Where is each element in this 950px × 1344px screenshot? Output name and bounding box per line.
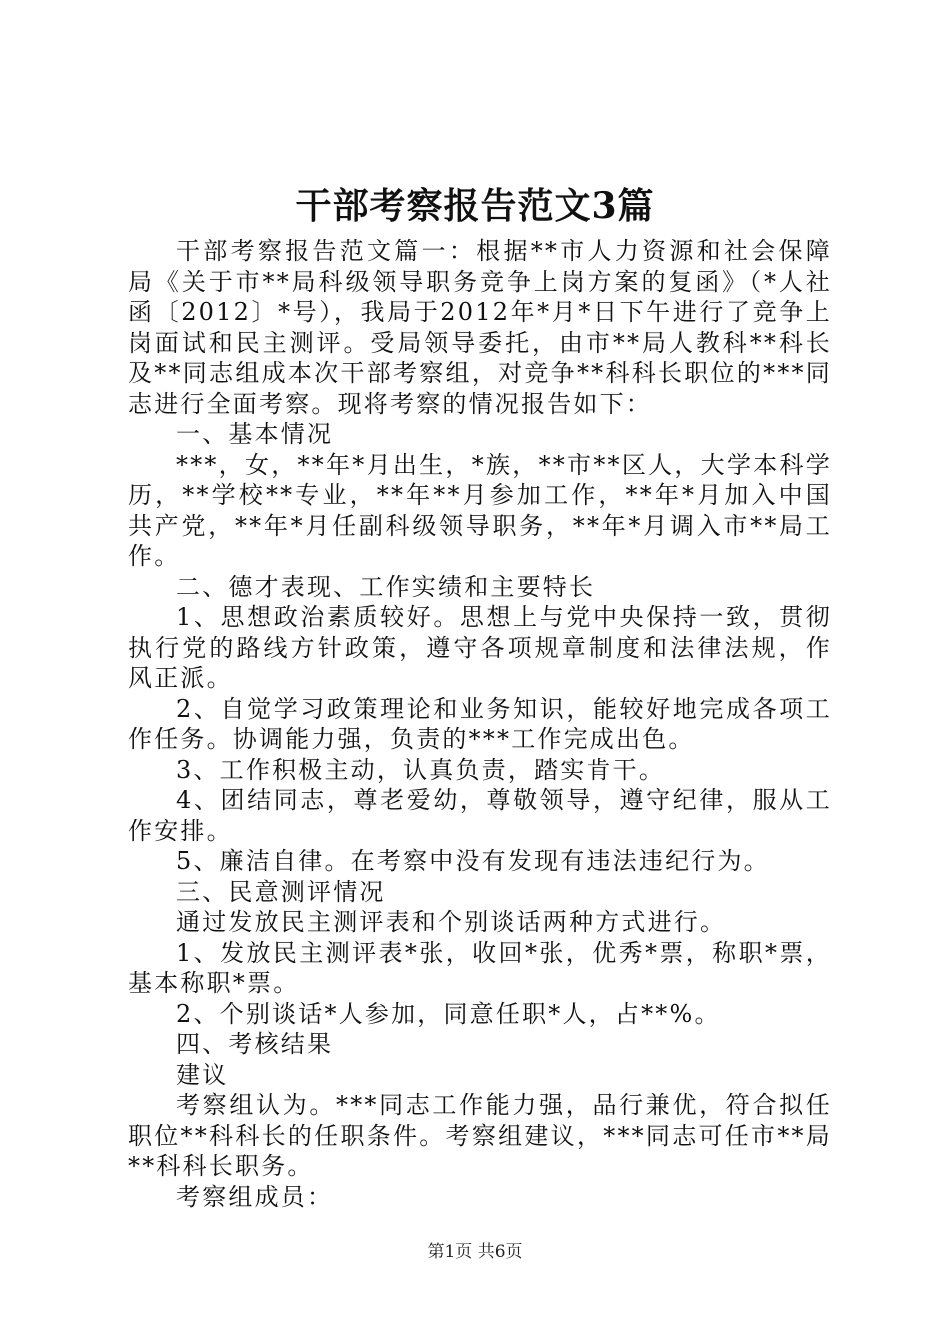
section-heading-performance: 二、德才表现、工作实绩和主要特长 — [176, 572, 596, 601]
page-number: 第1页 共6页 — [427, 1242, 523, 1262]
list-item-performance-1: 1、思想政治素质较好。思想上与党中央保持一致，贯彻执行党的路线方针政策，遵守各项规章制度和法律法规，作风正派。 — [128, 603, 832, 692]
paragraph-basic-info: ***，女，**年*月出生，*族，**市**区人，大学本科学历，**学校**专业，**年**月参加工作，**年*月加入中国共产党，**年*月任副科级领导职务，**年*月调入市**局工作。 — [128, 450, 832, 570]
section-heading-evaluation: 三、民意测评情况 — [176, 877, 386, 906]
document-body — [128, 236, 832, 1212]
list-item-performance-5: 5、廉洁自律。在考察中没有发现有违法违纪行为。 — [176, 847, 770, 875]
paragraph-intro: 干部考察报告范文篇一：根据**市人力资源和社会保障局《关于市**局科级领导职务竞争上岗方案的复函》（*人社函〔2012〕*号），我局于2012年*月*日下午进行了竞争上岗面试和民主测评。受局领导委托，由市**局人教科**科长及**同志组成本次干部考察组，对竞争**科科长职位的***同志进行全面考察。现将考察的情况报告如下： — [128, 237, 832, 418]
section-heading-result: 四、考核结果 — [176, 1030, 334, 1058]
list-item-evaluation-1: 1、发放民主测评表*张，收回*张，优秀*票，称职*票，基本称职*票。 — [128, 938, 832, 997]
paragraph-evaluation-method: 通过发放民主测评表和个别谈话两种方式进行。 — [176, 908, 727, 936]
list-item-performance-4: 4、团结同志，尊老爱幼，尊敬领导，遵守纪律，服从工作安排。 — [128, 786, 832, 845]
paragraph-members: 考察组成员： — [176, 1182, 334, 1211]
paragraph-conclusion: 考察组认为。***同志工作能力强，品行兼优，符合拟任职位**科科长的任职条件。考察组建议，***同志可任市**局**科科长职务。 — [128, 1091, 832, 1180]
list-item-performance-3: 3、工作积极主动，认真负责，踏实肯干。 — [176, 755, 666, 784]
section-heading-basic-info: 一、基本情况 — [176, 420, 334, 448]
list-item-evaluation-2: 2、个别谈话*人参加，同意任职*人，占**%。 — [176, 999, 721, 1028]
list-item-performance-2: 2、自觉学习政策理论和业务知识，能较好地完成各项工作任务。协调能力强，负责的***工作完成出色。 — [128, 694, 832, 753]
subheading-suggestion: 建议 — [176, 1060, 229, 1089]
document-title: 干部考察报告范文3篇 — [295, 185, 655, 227]
